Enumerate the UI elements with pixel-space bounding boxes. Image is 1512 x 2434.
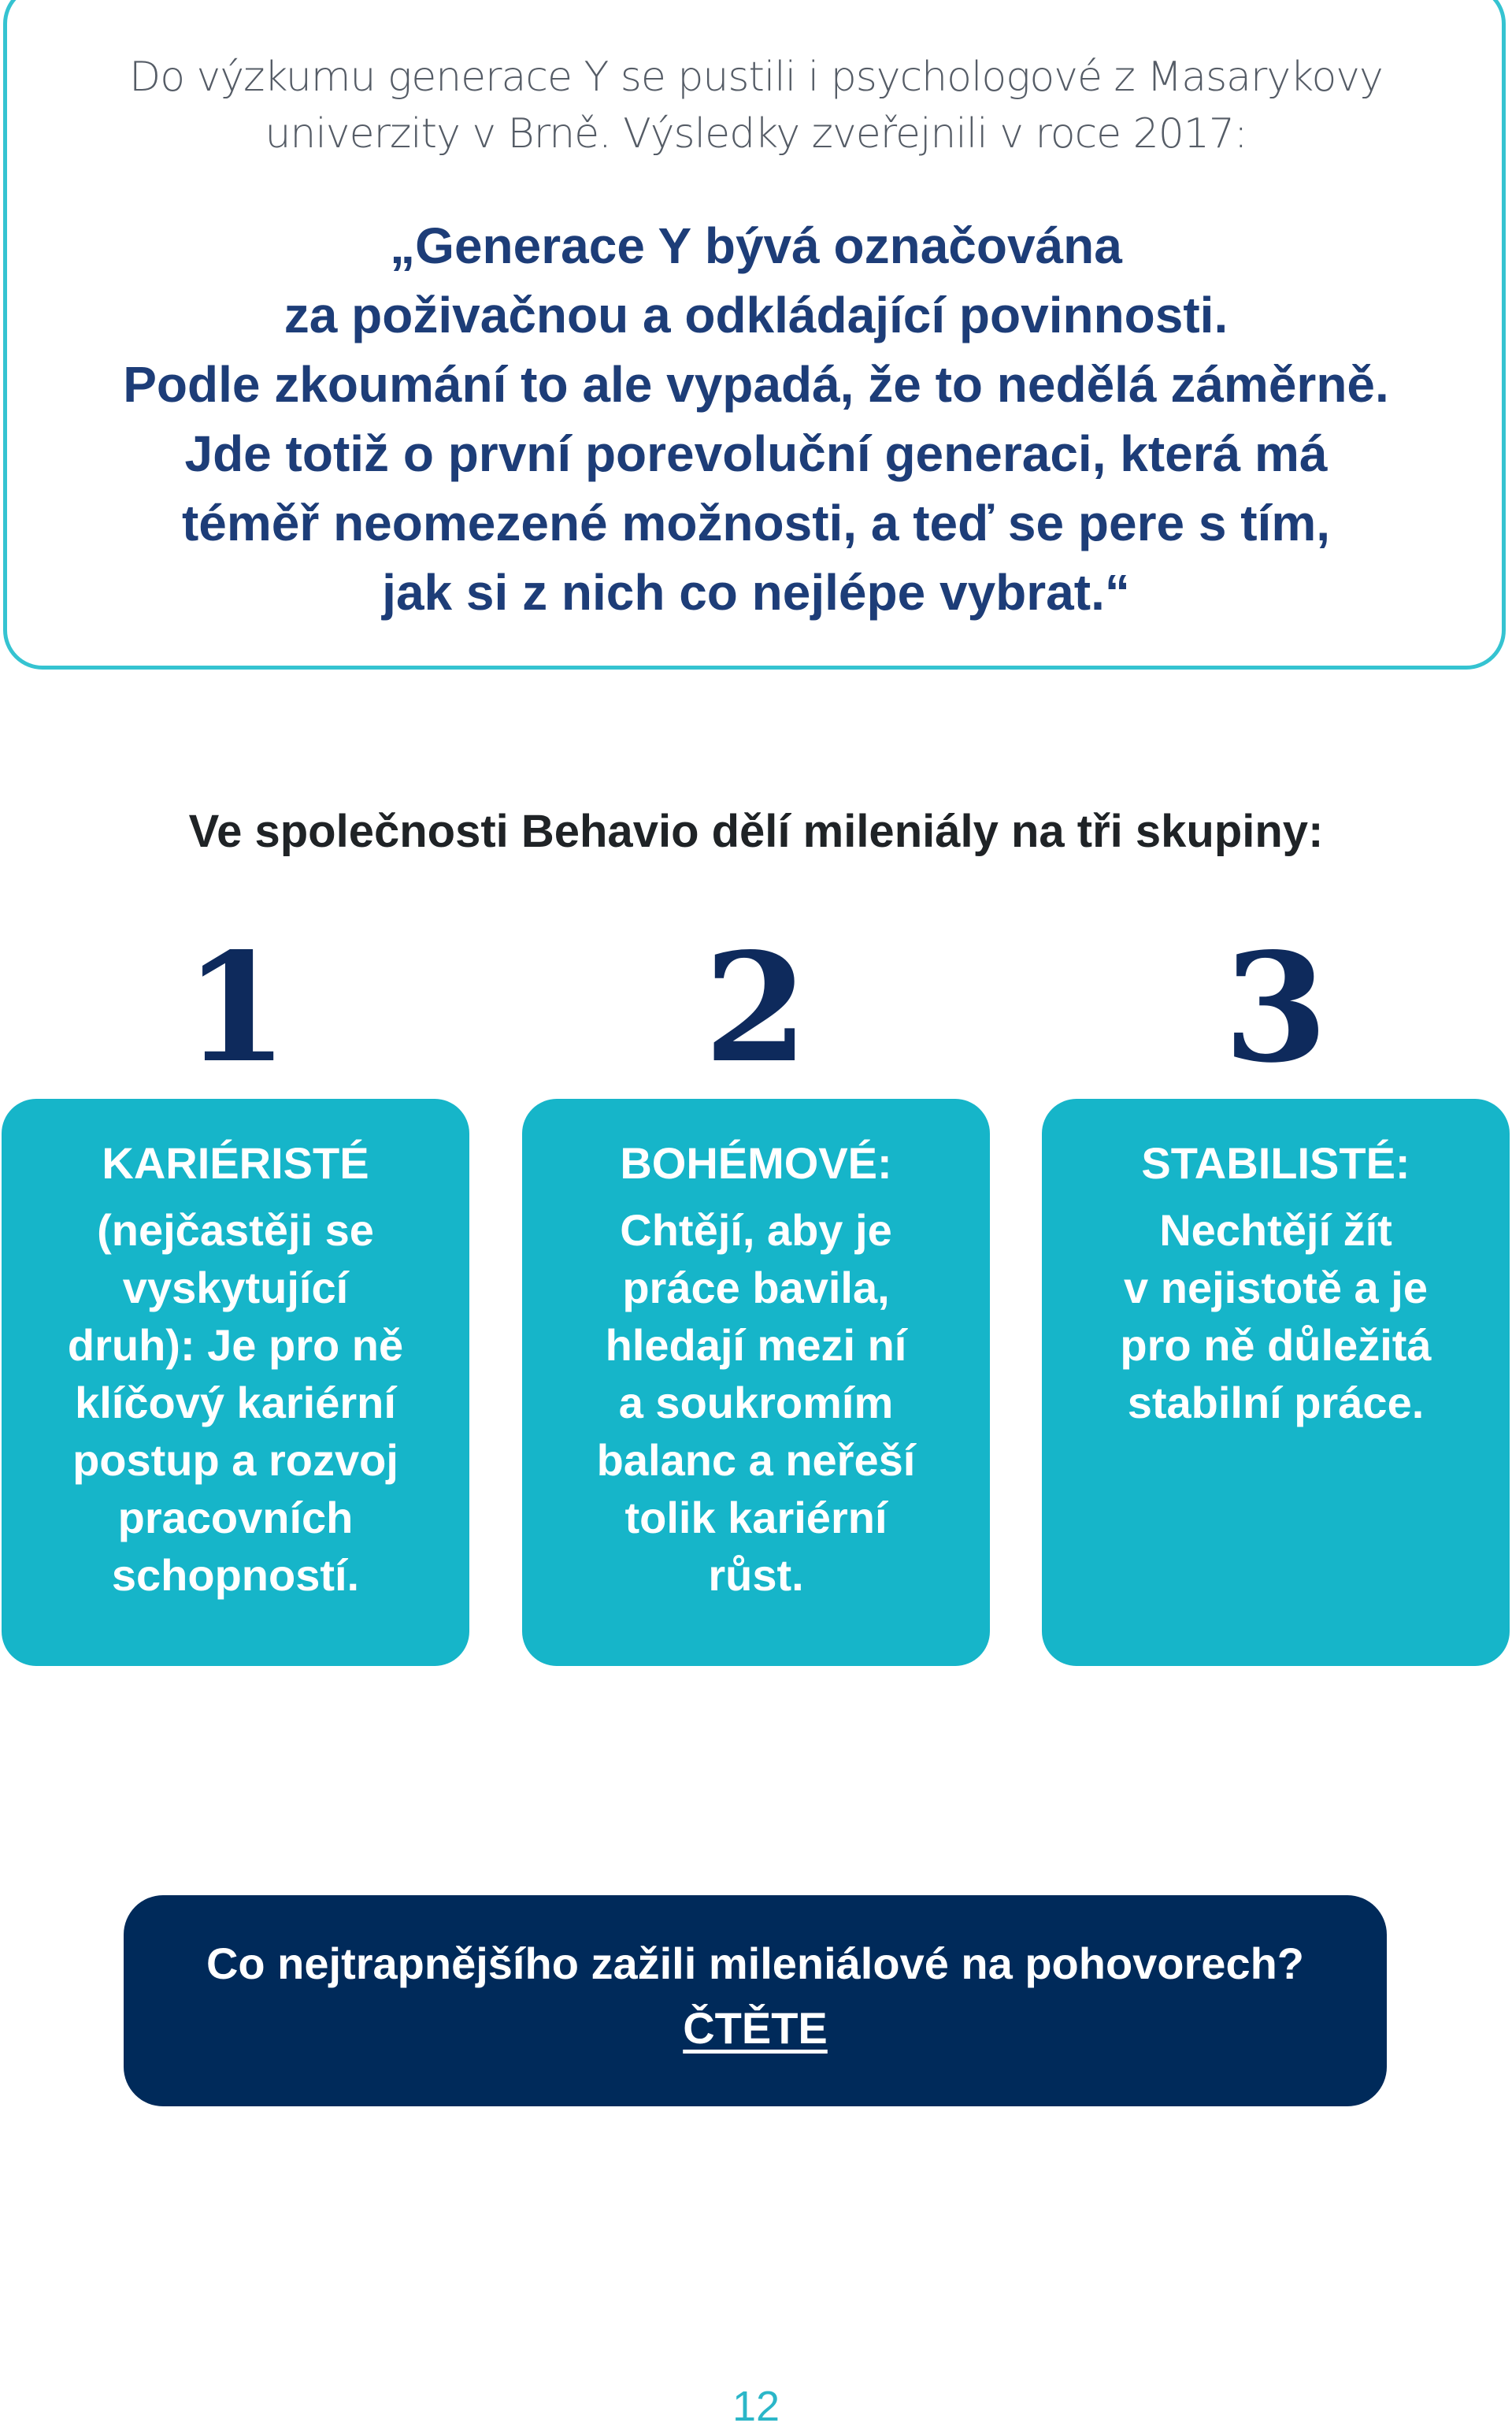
- quote-line: za poživačnou a odkládající povinnosti.: [284, 287, 1228, 343]
- group-card-line: stabilní práce.: [1127, 1378, 1425, 1427]
- quote-line: Jde totiž o první porevoluční generaci, která má: [184, 425, 1328, 482]
- group-card-line: v nejistotě a je: [1124, 1263, 1428, 1312]
- group-number-1: 1: [183, 920, 289, 1096]
- cta-text: Co nejtrapnějšího zažili mileniálové na pohovorech?: [206, 1939, 1305, 1988]
- group-card-line: tolik kariérní: [624, 1493, 888, 1542]
- group-card-line: Nechtějí žít: [1159, 1205, 1392, 1255]
- quote-line: Podle zkoumání to ale vypadá, že to nedělá záměrně.: [123, 356, 1389, 413]
- group-card-title: BOHÉMOVÉ:: [620, 1138, 892, 1188]
- group-card-line: (nejčastěji se: [97, 1205, 374, 1255]
- group-card-line: práce bavila,: [622, 1263, 890, 1312]
- quote-text: [32, 211, 1480, 627]
- group-card-line: postup a rozvoj: [72, 1435, 398, 1485]
- group-card-line: schopností.: [111, 1550, 360, 1600]
- group-number-2: 2: [703, 920, 809, 1096]
- group-card-line: klíčový kariérní: [75, 1378, 396, 1427]
- group-card-line: druh): Je pro ně: [67, 1320, 404, 1370]
- group-card-line: hledají mezi ní: [605, 1320, 907, 1370]
- quote-line: téměř neomezené možnosti, a teď se pere s tím,: [181, 495, 1331, 551]
- group-card-line: pracovních: [117, 1493, 354, 1542]
- group-card-line: růst.: [708, 1550, 804, 1600]
- quote-line: „Generace Y bývá označována: [390, 217, 1122, 274]
- group-card-line: a soukromím: [618, 1378, 894, 1427]
- group-card-bohemove: [522, 1099, 990, 1666]
- group-number-3: 3: [1223, 920, 1329, 1096]
- page-number: 12: [732, 2383, 780, 2430]
- group-card-title: KARIÉRISTÉ: [102, 1138, 369, 1188]
- group-card-karieriste: [2, 1099, 469, 1666]
- group-card-line: pro ně důležitá: [1120, 1320, 1432, 1370]
- intro-line: univerzity v Brně. Výsledky zveřejnili v roce 2017:: [265, 110, 1247, 158]
- group-card-title: STABILISTÉ:: [1141, 1138, 1410, 1188]
- group-card-line: vyskytující: [122, 1263, 349, 1312]
- quote-line: jak si z nich co nejlépe vybrat.“: [382, 564, 1130, 621]
- group-card-line: Chtějí, aby je: [620, 1205, 892, 1255]
- group-card-stabiliste: [1042, 1099, 1510, 1666]
- cta-banner[interactable]: [124, 1895, 1387, 2106]
- intro-line: Do výzkumu generace Y se pustili i psychologové z Masarykovy: [129, 54, 1383, 101]
- group-card-line: balanc a neřeší: [596, 1435, 916, 1485]
- groups-heading: Ve společnosti Behavio dělí mileniály na tři skupiny:: [188, 806, 1324, 857]
- intro-text: [47, 49, 1465, 162]
- read-link[interactable]: ČTĚTE: [683, 2003, 828, 2053]
